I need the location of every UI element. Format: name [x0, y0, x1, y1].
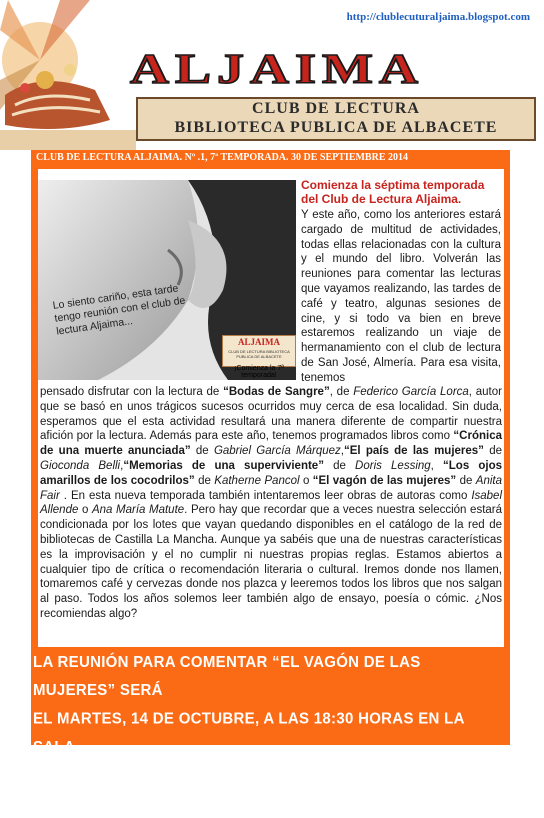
book-title: “Bodas de Sangre”	[223, 386, 330, 398]
notice-line: LA REUNIÓN PARA COMENTAR “EL VAGÓN DE LAS MUJERES” SERÁ	[33, 653, 421, 700]
flower-icon	[20, 83, 30, 93]
issue-subheader: CLUB DE LECTURA ALJAIMA. Nº .1, 7ª TEMPORADA. 30 DE SEPTIEMBRE 2014	[36, 152, 408, 163]
body-text: ,	[430, 459, 444, 472]
book-title: “Memorias de una superviviente”	[123, 459, 324, 472]
body-text: , de	[329, 386, 354, 398]
flower-icon	[36, 71, 54, 89]
body-text: . Pero hay que recordar que a veces nuestra selección estará condicionada por los lotes que vayan quedando disponibles en el catálogo de la red de bibliotecas de Castilla La Mancha. Aunque ya sabéis que una de nuestras características es la improvisación y el no cumplir ni nuestras propias reglas. Estamos abiertos a cualquier tipo de crítica o recomendación literaria o cultural. Iremos donde nos llamen, tomaremos café y cervezas donde nos plazca y leeremos todos los libros que nos salgan al paso. Todos los años solemos leer también algo de ensayo, poesía o cómic. ¿Nos recomiendas algo?	[40, 504, 503, 620]
club-title: CLUB DE LECTURA	[252, 100, 420, 117]
library-title: BIBLIOTECA PUBLICA DE ALBACETE	[174, 119, 498, 136]
notice-line: BARCELÓ, (3ª PLANTA) DE LA BIBLIOTECA PÚBLICA DE ALBACETE	[33, 766, 457, 813]
author-name: Federico García Lorca	[353, 386, 469, 398]
mini-aljaima-logo	[222, 335, 296, 367]
body-text: . En esta nueva temporada también intentaremos leer obras de autoras como	[59, 489, 472, 502]
header	[0, 0, 544, 150]
author-name: Isabel Allende	[40, 489, 502, 517]
author-name: Gioconda Belli	[40, 459, 121, 472]
body-text: ,	[120, 459, 124, 472]
article-headline: Comienza la séptima temporada del Club de Lectura Aljaima.	[301, 178, 485, 206]
body-text: , autor que se basó en unos trágicos sucesos ocurridos muy cerca de esa localidad. Sin duda, esperamos que el esta actividad resultará una manera diferente de compartir nuestra afición por la lectura. Además para este año, tenemos programados libros como	[40, 386, 502, 443]
article-body	[40, 385, 502, 622]
body-text: o	[299, 474, 313, 487]
author-name: Anita Fair	[40, 474, 502, 502]
mini-logo-subtext: CLUB DE LECTURA BIBLIOTECA PUBLICA DE ALBACETE	[228, 349, 290, 359]
flower-icon	[64, 64, 76, 76]
book-title: “Los ojos amarillos de los cocodrilos”	[40, 459, 502, 487]
photo-caption: Lo siento cariño, esta tarde tengo reunión con el club de lectura Aljaima...	[52, 282, 187, 338]
meeting-notice	[33, 648, 507, 818]
body-text: o	[78, 504, 92, 517]
notice-line: EL MARTES, 14 DE OCTUBRE, A LAS 18:30 HORAS EN LA SALA	[33, 709, 465, 757]
aljaima-logo	[120, 38, 540, 100]
body-text: de	[323, 459, 356, 472]
body-text: de	[483, 445, 502, 458]
book-title: “El vagón de las mujeres”	[312, 474, 457, 487]
season-badge: ¡Comienza la 7ª temporada!	[234, 365, 284, 379]
author-name: Ana María Matute	[91, 504, 185, 517]
book-title: “Crónica de una muerte anunciada”	[40, 430, 502, 458]
blog-url-link[interactable]: http://clublecuturaljaima.blogspot.com	[346, 11, 530, 23]
body-text: de	[456, 474, 476, 487]
header-strip	[0, 130, 136, 150]
body-text: de	[194, 474, 215, 487]
logo-text: ALJAIMA	[130, 45, 424, 93]
body-text: de	[190, 445, 214, 458]
body-text: ,	[340, 445, 344, 458]
article-intro: Y este año, como los anteriores estará cargado de multitud de actividades, todas ellas relacionadas con la cultura y el mundo del libro. Volverán las reuniones para comentar las lecturas que vayamos realizando, las tardes de café y teatro, algunas sesiones de cine, y si todo va bien en breve estaremos realizando un viaje de hermanamiento con el club de lectura de San José, Almería. Para esa visita, tenemos	[301, 209, 501, 384]
club-banner	[136, 97, 536, 141]
author-name: Doris Lessing	[355, 459, 431, 472]
author-name: Katherne Pancol	[214, 474, 300, 487]
book-title: “El país de las mujeres”	[344, 445, 484, 458]
body-text: pensado disfrutar con la lectura de	[40, 386, 224, 398]
author-name: Gabriel García Márquez	[213, 445, 341, 458]
mini-logo-text: ALJAIMA	[238, 337, 280, 347]
